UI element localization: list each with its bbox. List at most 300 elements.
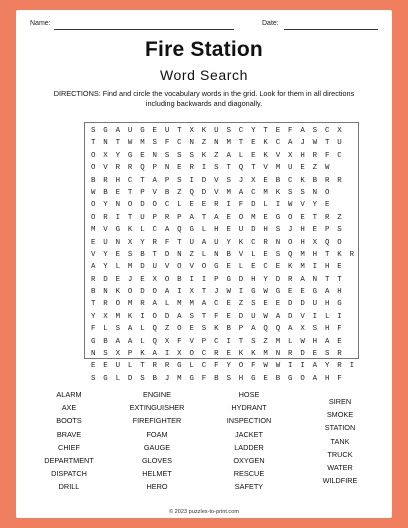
grid-letter: V — [275, 151, 281, 160]
grid-letter: Z — [214, 151, 219, 160]
grid-letter: R — [263, 238, 268, 247]
grid-letter: A — [115, 127, 120, 135]
grid-letter: B — [103, 188, 108, 197]
grid-letter: A — [201, 238, 207, 247]
grid-letter: T — [263, 127, 268, 135]
grid-letter: S — [251, 337, 256, 346]
grid-letter: E — [115, 250, 120, 259]
grid-letter: W — [288, 201, 293, 210]
grid-letter: B — [177, 275, 182, 284]
grid-letter: E — [300, 288, 305, 297]
grid-letter: F — [337, 374, 342, 383]
grid-letter: T — [238, 139, 244, 148]
grid-letter: R — [337, 362, 342, 371]
grid-letter — [346, 224, 358, 236]
grid-letter: V — [152, 188, 157, 197]
grid-letter: R — [312, 151, 318, 160]
grid-letter: R — [103, 300, 108, 309]
grid-letter: L — [140, 325, 145, 334]
grid-letter: H — [312, 250, 318, 259]
grid-letter: O — [115, 300, 120, 309]
grid-letter: P — [201, 337, 207, 346]
name-label: Name: — [30, 20, 51, 27]
grid-letter: O — [201, 263, 207, 272]
grid-letter: L — [189, 362, 194, 371]
grid-letter: X — [103, 151, 108, 160]
grid-letter: D — [275, 275, 281, 284]
grid-letter: E — [177, 164, 182, 173]
grid-letter: W — [263, 362, 268, 371]
grid-letter: O — [127, 201, 133, 210]
copyright-footer: © 2023 puzzles-to-print.com — [168, 509, 240, 515]
grid-letter: W — [275, 362, 281, 371]
grid-letter: S — [103, 350, 108, 359]
grid-letter: S — [324, 350, 330, 359]
word-item: WILDFIRE — [322, 476, 358, 486]
grid-letter: I — [226, 337, 231, 346]
grid-letter — [346, 125, 358, 137]
grid-letter: I — [238, 288, 244, 297]
grid-letter: V — [263, 164, 268, 173]
grid-letter: C — [275, 139, 281, 148]
word-item: ALARM — [56, 390, 82, 399]
grid-letter: O — [164, 275, 170, 284]
grid-letter: N — [275, 238, 281, 247]
grid-letter: E — [189, 325, 194, 334]
word-item: AXE — [61, 403, 77, 413]
grid-letter: L — [140, 226, 145, 235]
grid-letter: O — [288, 238, 293, 247]
grid-letter: N — [103, 288, 108, 297]
grid-letter: V — [90, 250, 96, 259]
grid-letter: T — [324, 250, 330, 259]
grid-letter: X — [337, 127, 342, 135]
grid-letter: T — [226, 164, 231, 173]
grid-letter: W — [226, 288, 231, 297]
grid-letter: S — [189, 312, 194, 321]
grid-letter: K — [140, 350, 145, 359]
grid-letter: M — [263, 188, 268, 197]
grid-letter: I — [312, 263, 318, 272]
grid-letter: S — [115, 325, 120, 334]
grid-letter: R — [214, 201, 219, 210]
grid-letter: E — [263, 374, 268, 383]
grid-letter: H — [300, 226, 305, 235]
grid-letter: S — [164, 151, 170, 160]
grid-letter: F — [324, 151, 330, 160]
grid-letter: Z — [263, 337, 268, 346]
grid-letter: R — [103, 176, 108, 185]
grid-letter: C — [324, 127, 330, 135]
grid-letter: U — [140, 213, 145, 222]
grid-letter: H — [337, 288, 342, 297]
grid-letter — [333, 162, 345, 174]
grid-letter: U — [288, 164, 293, 173]
grid-letter: M — [189, 300, 194, 309]
grid-letter: E — [152, 127, 157, 135]
grid-letter: V — [300, 312, 305, 321]
grid-letter: K — [251, 350, 256, 359]
grid-letter: B — [226, 325, 231, 334]
grid-letter: S — [177, 151, 182, 160]
grid-letter: B — [152, 374, 157, 383]
grid-letter: K — [263, 139, 268, 148]
grid-letter: E — [140, 151, 145, 160]
grid-letter: H — [324, 300, 330, 309]
grid-letter: P — [324, 226, 330, 235]
grid-letter: R — [127, 164, 133, 173]
directions-text: DIRECTIONS: Find and circle the vocabulary words in the grid. Look for them in all directions including backwards and diagonally. — [53, 89, 355, 108]
grid-letter: E — [312, 226, 318, 235]
grid-letter: E — [275, 127, 281, 135]
word-item: SMOKE — [326, 410, 354, 420]
grid-letter: F — [238, 201, 244, 210]
word-column-1 — [24, 388, 114, 494]
worksheet-page — [16, 10, 392, 518]
grid-letter: N — [103, 139, 108, 148]
grid-letter: A — [288, 139, 293, 148]
grid-letter: Z — [201, 139, 207, 148]
grid-letter: K — [201, 127, 207, 135]
grid-letter: W — [300, 337, 305, 346]
grid-letter: Q — [288, 250, 293, 259]
grid-letter — [333, 199, 345, 211]
grid-letter: O — [337, 238, 342, 247]
grid-letter: F — [164, 238, 170, 247]
grid-letter: U — [251, 312, 256, 321]
grid-letter: E — [263, 250, 268, 259]
grid-letter: T — [201, 288, 207, 297]
grid-letter: O — [324, 188, 330, 197]
grid-letter: B — [312, 176, 318, 185]
grid-letter: T — [152, 250, 157, 259]
grid-letter: L — [140, 337, 145, 346]
grid-letter: E — [312, 350, 318, 359]
grid-letter: T — [337, 275, 342, 284]
grid-letter: A — [312, 374, 318, 383]
grid-letter: B — [103, 337, 108, 346]
word-item: FOAM — [146, 429, 168, 439]
grid-letter: J — [288, 226, 293, 235]
grid-letter: E — [226, 300, 231, 309]
grid-letter: D — [140, 263, 145, 272]
grid-letter: K — [127, 312, 133, 321]
grid-letter: M — [127, 300, 133, 309]
grid-letter: E — [90, 362, 96, 371]
word-item: GAUGE — [143, 442, 171, 452]
grid-letter: D — [164, 250, 170, 259]
grid-letter: G — [312, 288, 318, 297]
grid-letter: C — [238, 127, 244, 135]
grid-letter: D — [300, 350, 305, 359]
grid-letter: K — [337, 250, 342, 259]
grid-letter: I — [115, 213, 120, 222]
grid-letter: I — [226, 201, 231, 210]
grid-letter: S — [312, 127, 318, 135]
grid-letter — [346, 298, 358, 310]
grid-letter: W — [90, 188, 96, 197]
grid-letter: C — [127, 176, 133, 185]
grid-letter: Z — [189, 250, 194, 259]
grid-letter: B — [214, 374, 219, 383]
grid-letter — [346, 212, 358, 224]
grid-letter: I — [201, 164, 207, 173]
name-date-row — [26, 20, 382, 32]
grid-letter: G — [177, 362, 182, 371]
grid-letter — [346, 237, 358, 249]
grid-letter: S — [152, 139, 157, 148]
grid-letter: X — [189, 288, 194, 297]
grid-letter: R — [214, 350, 219, 359]
grid-letter: M — [251, 213, 256, 222]
grid-letter: E — [115, 275, 120, 284]
word-item: HELMET — [142, 469, 172, 479]
grid-letter: H — [263, 226, 268, 235]
grid-letter — [346, 274, 358, 286]
grid-letter: D — [140, 201, 145, 210]
grid-letter: E — [251, 151, 256, 160]
grid-letter: G — [103, 374, 108, 383]
grid-letter: H — [214, 226, 219, 235]
grid-letter: C — [251, 188, 256, 197]
grid-letter: D — [103, 275, 108, 284]
grid-letter: B — [164, 188, 170, 197]
grid-letter: A — [275, 312, 281, 321]
grid-letter: G — [90, 337, 96, 346]
grid-letter: P — [127, 350, 133, 359]
grid-letter: Y — [103, 250, 108, 259]
grid-letter: U — [214, 127, 219, 135]
grid-letter: Q — [140, 164, 145, 173]
grid-letter: A — [164, 226, 170, 235]
grid-letter: H — [324, 325, 330, 334]
grid-letter: C — [214, 337, 219, 346]
grid-letter: A — [324, 337, 330, 346]
grid-letter: B — [140, 250, 145, 259]
grid-letter: P — [177, 213, 182, 222]
grid-letter: C — [164, 201, 170, 210]
grid-letter: G — [288, 374, 293, 383]
grid-letter: S — [177, 176, 182, 185]
grid-letter: A — [127, 337, 133, 346]
grid-letter: O — [189, 350, 194, 359]
grid-letter: R — [349, 250, 355, 259]
word-item: EXTINGUISHER — [129, 403, 185, 413]
grid-letter: G — [275, 213, 281, 222]
grid-letter: S — [127, 250, 133, 259]
grid-letter: L — [201, 226, 207, 235]
word-item: ENGINE — [143, 390, 171, 399]
grid-letter: G — [226, 275, 231, 284]
grid-letter: S — [300, 188, 305, 197]
grid-letter: Y — [226, 238, 231, 247]
grid-letter: A — [300, 275, 305, 284]
grid-letter: R — [288, 350, 293, 359]
grid-letter: S — [288, 188, 293, 197]
grid-letter: D — [300, 300, 305, 309]
grid-letter: Q — [152, 337, 157, 346]
word-item: SIREN — [328, 397, 352, 406]
grid-letter: E — [115, 188, 120, 197]
grid-letter: J — [214, 288, 219, 297]
grid-letter: W — [263, 288, 268, 297]
letter-grid — [84, 122, 359, 383]
word-item: HOSE — [238, 390, 260, 399]
word-item: GLOVES — [141, 455, 172, 465]
grid-letter: L — [164, 300, 170, 309]
grid-letter: G — [127, 151, 133, 160]
grid-letter: S — [201, 325, 207, 334]
name-line — [54, 29, 234, 30]
grid-letter: K — [288, 263, 293, 272]
grid-letter: Q — [263, 325, 268, 334]
grid-letter: R — [337, 350, 342, 359]
grid-letter: O — [90, 151, 96, 160]
grid-letter: L — [115, 374, 120, 383]
grid-letter: I — [189, 275, 194, 284]
grid-letter: E — [226, 263, 231, 272]
grid-letter: U — [115, 362, 120, 371]
grid-letter: D — [251, 201, 256, 210]
grid-letter: I — [288, 362, 293, 371]
grid-letter: L — [263, 201, 268, 210]
word-item: DRILL — [58, 482, 80, 492]
grid-letter: O — [300, 374, 305, 383]
grid-letter: V — [189, 263, 194, 272]
grid-letter — [346, 137, 358, 149]
grid-letter: M — [177, 300, 182, 309]
grid-letter: X — [288, 151, 293, 160]
grid-letter: C — [152, 226, 157, 235]
grid-letter: T — [177, 238, 182, 247]
grid-letter — [346, 175, 358, 187]
grid-letter: A — [115, 337, 120, 346]
grid-letter: C — [201, 350, 207, 359]
grid-letter: N — [214, 139, 219, 148]
grid-letter: N — [115, 201, 120, 210]
grid-letter: L — [201, 250, 207, 259]
grid-letter: Y — [90, 312, 96, 321]
grid-letter: A — [164, 288, 170, 297]
grid-letter: A — [238, 188, 244, 197]
grid-letter: W — [127, 139, 133, 148]
grid-letter: Y — [312, 201, 318, 210]
grid-letter: T — [90, 300, 96, 309]
grid-letter — [333, 187, 345, 199]
grid-letter: G — [337, 300, 342, 309]
grid-letter: P — [152, 213, 157, 222]
grid-letter: W — [263, 312, 268, 321]
grid-letter: A — [251, 325, 256, 334]
grid-letter: E — [324, 201, 330, 210]
grid-letter: F — [251, 362, 256, 371]
grid-letter: J — [238, 176, 244, 185]
grid-letter: T — [201, 213, 207, 222]
grid-letter: A — [226, 151, 231, 160]
grid-letter: R — [164, 362, 170, 371]
grid-letter: F — [288, 127, 293, 135]
grid-letter: L — [238, 151, 244, 160]
grid-letter: V — [238, 250, 244, 259]
grid-letter: M — [177, 374, 182, 383]
grid-letter: A — [300, 127, 305, 135]
grid-letter: O — [152, 201, 157, 210]
grid-letter — [346, 286, 358, 298]
grid-letter: G — [214, 263, 219, 272]
grid-letter: O — [90, 164, 96, 173]
grid-letter: Z — [164, 325, 170, 334]
grid-letter: C — [288, 176, 293, 185]
grid-letter: T — [140, 176, 145, 185]
grid-letter: V — [164, 263, 170, 272]
grid-letter — [346, 187, 358, 199]
grid-letter — [346, 150, 358, 162]
grid-letter: B — [275, 374, 281, 383]
word-column-2 — [112, 388, 202, 494]
grid-letter: U — [337, 139, 342, 148]
grid-letter: G — [189, 226, 194, 235]
grid-letter: I — [312, 312, 318, 321]
grid-letter: F — [177, 337, 182, 346]
grid-letter: N — [164, 164, 170, 173]
grid-letter: Y — [324, 362, 330, 371]
grid-letter: S — [140, 374, 145, 383]
grid-letter: L — [288, 337, 293, 346]
grid-letter: X — [164, 337, 170, 346]
grid-letter: L — [238, 263, 244, 272]
grid-letter: M — [90, 226, 96, 235]
word-item: LADDER — [234, 442, 264, 452]
word-item: FIREFIGHTER — [132, 416, 182, 426]
grid-letter: R — [90, 275, 96, 284]
grid-letter: A — [177, 312, 182, 321]
grid-letter: D — [127, 374, 133, 383]
grid-letter: N — [90, 350, 96, 359]
grid-letter: R — [152, 362, 157, 371]
grid-letter: N — [214, 250, 219, 259]
grid-letter: X — [103, 312, 108, 321]
grid-letter: W — [312, 139, 318, 148]
grid-letter: X — [312, 238, 318, 247]
grid-letter: A — [189, 213, 194, 222]
word-item: STATION — [324, 423, 356, 433]
grid-letter: V — [189, 337, 194, 346]
grid-letter: H — [300, 238, 305, 247]
page-title: Fire Station — [145, 38, 263, 61]
grid-letter: T — [127, 213, 133, 222]
grid-letter: Y — [140, 238, 145, 247]
word-item: WATER — [327, 462, 353, 472]
grid-letter: P — [214, 275, 219, 284]
grid-letter: I — [275, 201, 281, 210]
grid-letter: O — [177, 263, 182, 272]
grid-letter: E — [337, 337, 342, 346]
grid-letter: E — [226, 226, 231, 235]
grid-letter: O — [238, 362, 244, 371]
grid-letter: T — [324, 139, 330, 148]
grid-letter — [346, 199, 358, 211]
grid-letter: K — [214, 325, 219, 334]
grid-letter: E — [201, 201, 207, 210]
grid-letter: Y — [103, 201, 108, 210]
grid-letter: D — [164, 312, 170, 321]
grid-letter: G — [251, 374, 256, 383]
grid-letter: D — [288, 300, 293, 309]
grid-letter: A — [152, 176, 157, 185]
grid-letter: U — [164, 127, 170, 135]
grid-letter: E — [103, 362, 108, 371]
grid-letter: T — [140, 362, 145, 371]
